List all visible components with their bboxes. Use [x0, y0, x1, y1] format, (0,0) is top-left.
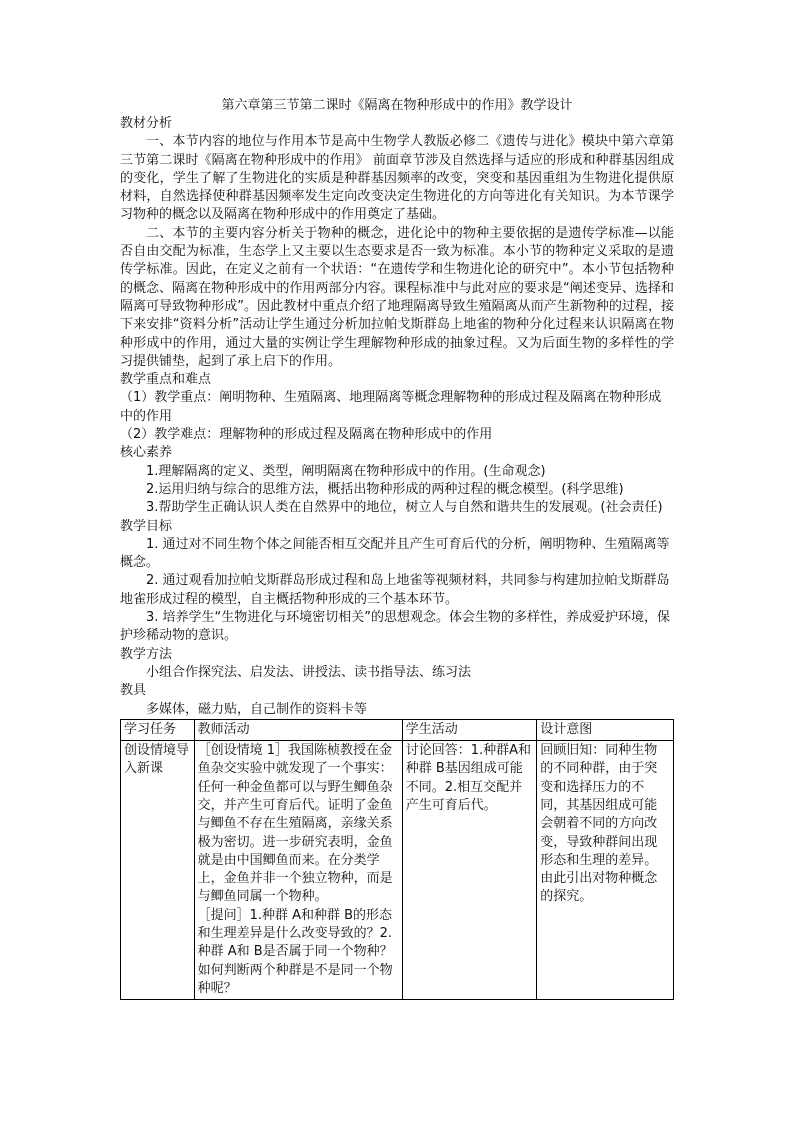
- keypoint-difficulty: （2）教学难点：理解物种的形成过程及隔离在物种形成中的作用: [120, 427, 493, 443]
- analysis-paragraph-1: 一、本节内容的地位与作用本节是高中生物学人教版必修二《遗传与进化》模块中第六章第三节第二课时《隔离在物种形成中的作用》 前面章节涉及自然选择与适应的形成和种群基因组成的变化，学生了解了生物进化的实质是种群基因频率的改变，突变和基因重组为生物进化提供原材料，自然选择使种群基因频率发生定向改变决定生物进化的方向等进化有关知识。为本节课学习物种的概念以及隔离在物种形成中的作用奠定了基础。: [120, 134, 674, 223]
- goal-item: 1. 通过对不同生物个体之间能否相互交配并且产生可育后代的分析，阐明物种、生殖隔离等概念。: [120, 536, 670, 571]
- core-heading: 核心素养: [120, 445, 173, 461]
- goal-item: 2. 通过观看加拉帕戈斯群岛形成过程和岛上地雀等视频材料，共同参与构建加拉帕戈斯群岛地雀形成过程的模型，自主概括物种形成的三个基本环节。: [120, 573, 670, 607]
- header-cell-intent: 设计意图: [537, 719, 674, 740]
- document-title: 第六章第三节第二课时《隔离在物种形成中的作用》教学设计: [221, 98, 573, 113]
- core-item: 1.理解隔离的定义、类型，阐明隔离在物种形成中的作用。(生命观念): [146, 463, 546, 479]
- cell-task: 创设情境导入新课: [121, 741, 195, 1000]
- analysis-heading: 教材分析: [120, 116, 173, 131]
- cell-teacher: [194, 741, 402, 1000]
- header-cell-task: 学习任务: [121, 719, 195, 740]
- table-row: [121, 741, 674, 1000]
- cell-student: 讨论回答：1.种群A和种群 B基因组成可能不同。2.相互交配并产生可育后代。: [402, 741, 537, 1000]
- goal-item: 3. 培养学生“生物进化与环境密切相关”的思想观念。体会生物的多样性，养成爱护环境，保护珍稀动物的意识。: [120, 610, 671, 644]
- core-item: 3.帮助学生正确认识人类在自然界中的地位，树立人与自然和谐共生的发展观。(社会责任): [146, 500, 663, 516]
- methods-text: 小组合作探究法、启发法、讲授法、读书指导法、练习法: [146, 664, 472, 680]
- keypoint-focus: （1）教学重点：阐明物种、生殖隔离、地理隔离等概念理解物种的形成过程及隔离在物种形成中的作用: [120, 390, 662, 424]
- teacher-question-text: ［提问］1.种群 A和种群 B的形态和生理差异是什么改变导致的？2. 种群 A和 B是否属于同一个物种？如何判断两个种群是不是同一个物种呢？: [197, 907, 393, 996]
- header-cell-teacher: 教师活动: [194, 719, 402, 740]
- document-page: [120, 97, 674, 1000]
- cell-intent: 回顾旧知：同种生物的不同种群，由于突变和选择压力的不同，其基因组成可能会朝着不同的方向改变，导致种群间出现形态和生理的差异。由此引出对物种概念的探究。: [537, 741, 674, 1000]
- keypoints-heading: 教学重点和难点: [120, 372, 212, 388]
- core-item: 2.运用归纳与综合的思维方法，概括出物种形成的两种过程的概念模型。(科学思维): [146, 481, 624, 497]
- header-cell-student: 学生活动: [402, 719, 537, 740]
- lesson-table: [120, 719, 674, 1000]
- tools-text: 多媒体，磁力贴，自己制作的资料卡等: [146, 701, 368, 717]
- goals-heading: 教学目标: [120, 518, 173, 534]
- methods-heading: 教学方法: [120, 646, 173, 662]
- analysis-paragraph-2: 二、本节的主要内容分析关于物种的概念，进化论中的物种主要依据的是遗传学标准—以能否自由交配为标准，生态学上又主要以生态要求是否一致为标准。本小节的物种定义采取的是遗传学标准。因此，在定义之前有一个状语：“在遗传学和生物进化论的研究中”。本小节包括物种的概念、隔离在物种形成中的作用两部分内容。课程标准中与此对应的要求是“阐述变异、选择和隔离可导致物种形成”。因此教材中重点介绍了地理隔离导致生殖隔离从而产生新物种的过程，接下来安排“资料分析”活动让学生通过分析加拉帕戈斯群岛上地雀的物种分化过程来认识隔离在物种形成中的作用，通过大量的实例让学生理解物种形成的抽象过程。又为后面生物的多样性的学习提供铺垫，起到了承上启下的作用。: [120, 225, 674, 369]
- tools-heading: 教具: [120, 683, 147, 699]
- table-header-row: [121, 719, 674, 740]
- teacher-scenario-text: ［创设情境 1］我国陈桢教授在金鱼杂交实验中就发现了一个事实：任何一种金鱼都可以与野生鲫鱼杂交，并产生可育后代。证明了金鱼与鲫鱼不存在生殖隔离，亲缘关系极为密切。进一步研究表明，金鱼就是由中国鲫鱼而来。在分类学上，金鱼并非一个独立物种，而是与鲫鱼同属一个物种。: [197, 743, 393, 905]
